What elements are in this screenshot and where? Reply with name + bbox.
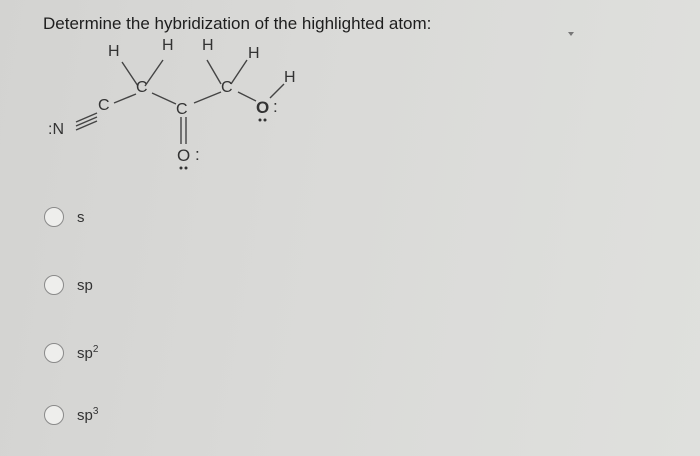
carbon-atom-4: C <box>221 79 233 96</box>
option-sp3[interactable] <box>44 402 98 428</box>
radio-circle-icon[interactable] <box>44 343 64 363</box>
carbon-atom-2: C <box>136 79 148 96</box>
hydrogen-atom-5: H <box>284 69 296 86</box>
option-sp[interactable] <box>44 272 93 298</box>
carbon-atom-1: C <box>98 97 110 114</box>
option-label: $sp^3$ <box>77 406 99 424</box>
hydrogen-atom-3: H <box>202 37 214 54</box>
nitrogen-atom: :N <box>48 121 64 138</box>
hydrogen-atom-1: H <box>108 43 120 60</box>
radio-circle-icon[interactable] <box>44 405 64 425</box>
hydrogen-atom-2: H <box>162 37 174 54</box>
option-label: sp <box>77 277 93 294</box>
carbonyl-oxygen-atom: O <box>177 146 191 165</box>
hydrogen-atom-4: H <box>248 45 260 62</box>
radio-circle-icon[interactable] <box>44 275 64 295</box>
option-label: $sp^2$ <box>77 344 99 362</box>
question-text: Determine the hybridization of the highlighted atom: <box>43 14 432 33</box>
radio-circle-icon[interactable] <box>44 207 64 227</box>
option-sp2[interactable] <box>44 340 98 366</box>
lone-pair-right: : <box>195 145 200 164</box>
carbon-atom-3: C <box>176 101 188 118</box>
highlighted-oxygen-atom: O <box>256 98 270 117</box>
option-s[interactable] <box>44 204 85 230</box>
lone-pair-right-oxygen: : <box>273 97 278 116</box>
option-label: s <box>77 209 85 226</box>
